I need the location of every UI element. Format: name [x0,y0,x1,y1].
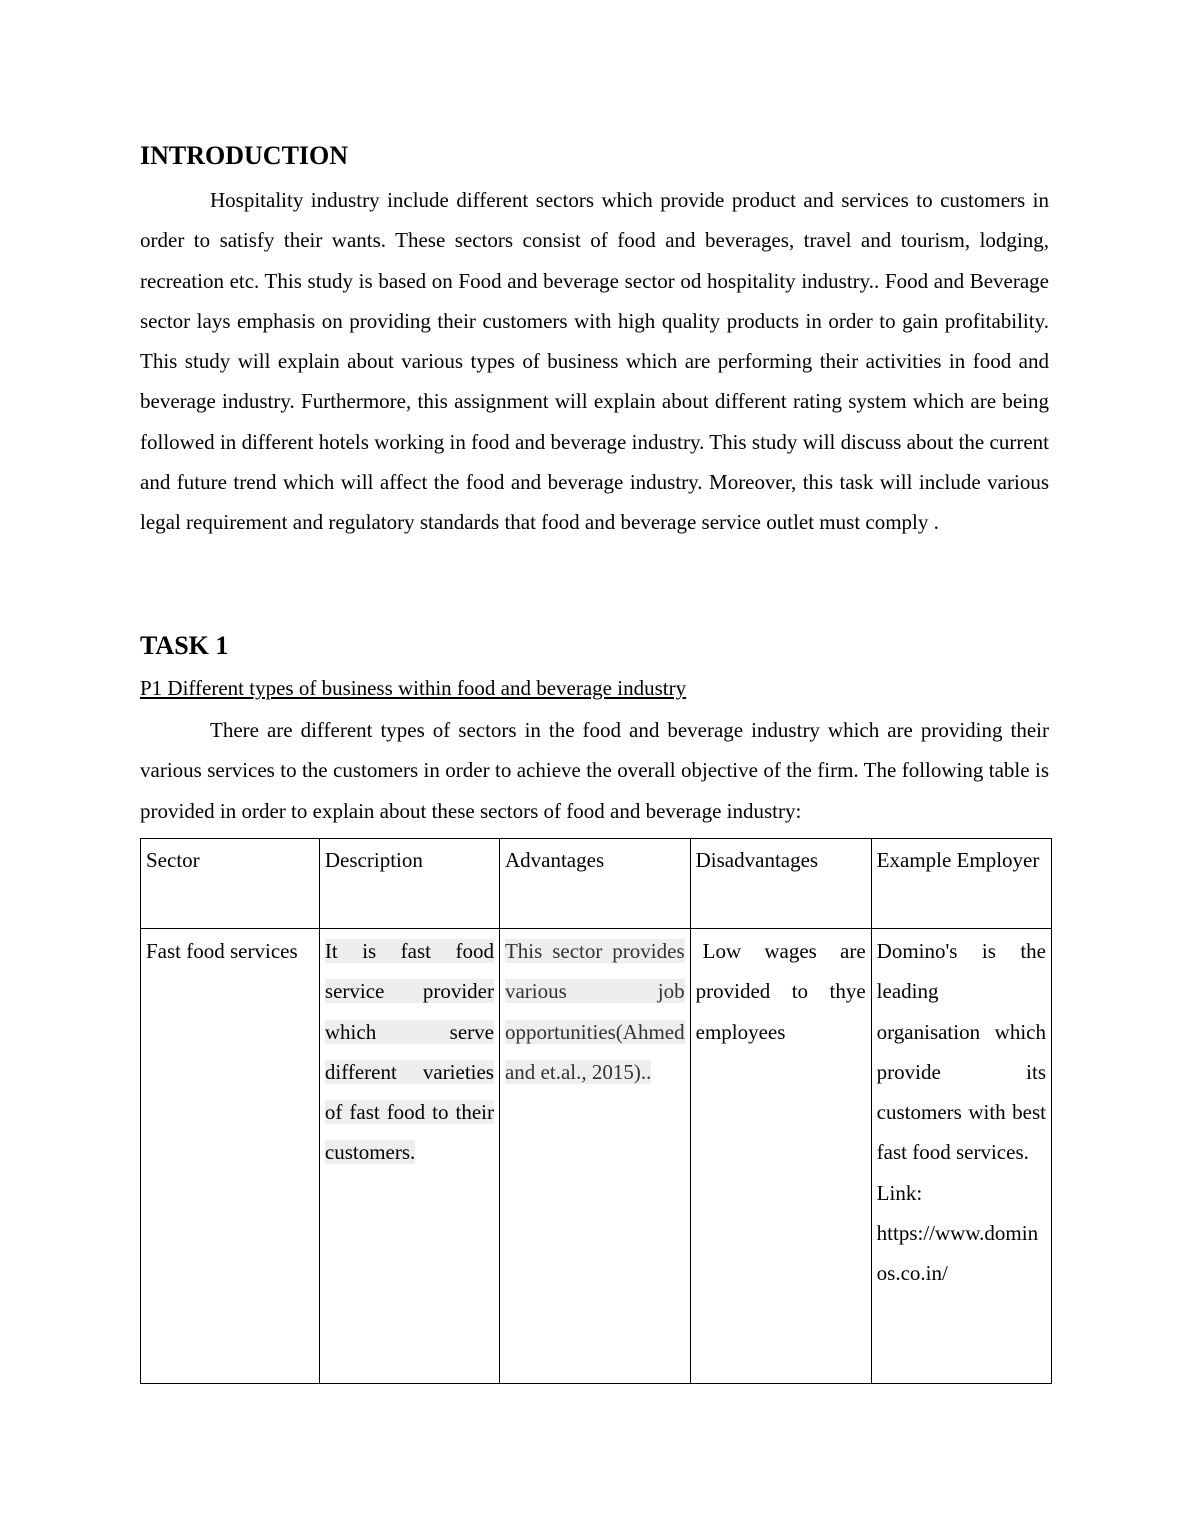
cell-disadvantages: Low wages are provided to thye employees [690,929,871,1384]
introduction-heading: INTRODUCTION [140,141,349,170]
cell-advantages-text: This sector provides various job opportunities(Ahmed and et.al., 2015).. [504,939,685,1084]
cell-advantages [499,929,690,1384]
header-example-employer: Example Employer [871,839,1051,929]
cell-description [319,929,499,1384]
cell-example-link-url[interactable]: https://www.dominos.co.in/ [876,1221,1039,1286]
table-row [141,929,1052,1384]
p1-paragraph: There are different types of sectors in the food and beverage industry which are providing their various services to the customers in order to achieve the overall objective of the firm. The following table is provided in order to explain about these sectors of food and beverage industry: [140,718,1049,823]
introduction-paragraph: Hospitality industry include different sectors which provide product and services to customers in order to satisfy their wants. These sectors consist of food and beverages, travel and tourism, lodging, recreation etc. This study is based on Food and beverage sector od hospitality industry.. Food and Beverage sector lays emphasis on providing their customers with high quality products in order to gain profitability. This study will explain about various types of business which are performing their activities in food and beverage industry. Furthermore, this assignment will explain about different rating system which are being followed in different hotels working in food and beverage industry. This study will discuss about the current and future trend which will affect the food and beverage industry. Moreover, this task will include various legal requirement and regulatory standards that food and beverage service outlet must comply . [140,188,1049,535]
task1-heading: TASK 1 [140,631,229,660]
header-advantages: Advantages [499,839,690,929]
header-disadvantages: Disadvantages [690,839,871,929]
table-header-row [141,839,1052,929]
cell-sector: Fast food services [141,929,320,1384]
p1-subheading: P1 Different types of business within food and beverage industry [140,676,687,700]
header-sector: Sector [141,839,320,929]
sectors-table [140,838,1052,1384]
cell-example-text: Domino's is the leading organisation which provide its customers with best fast food services. [876,939,1046,1165]
cell-description-text: It is fast food service provider which serve different varieties of fast food to their customers. [324,939,494,1165]
cell-example [871,929,1051,1384]
cell-example-link-label: Link: [876,1180,923,1205]
header-description: Description [319,839,499,929]
